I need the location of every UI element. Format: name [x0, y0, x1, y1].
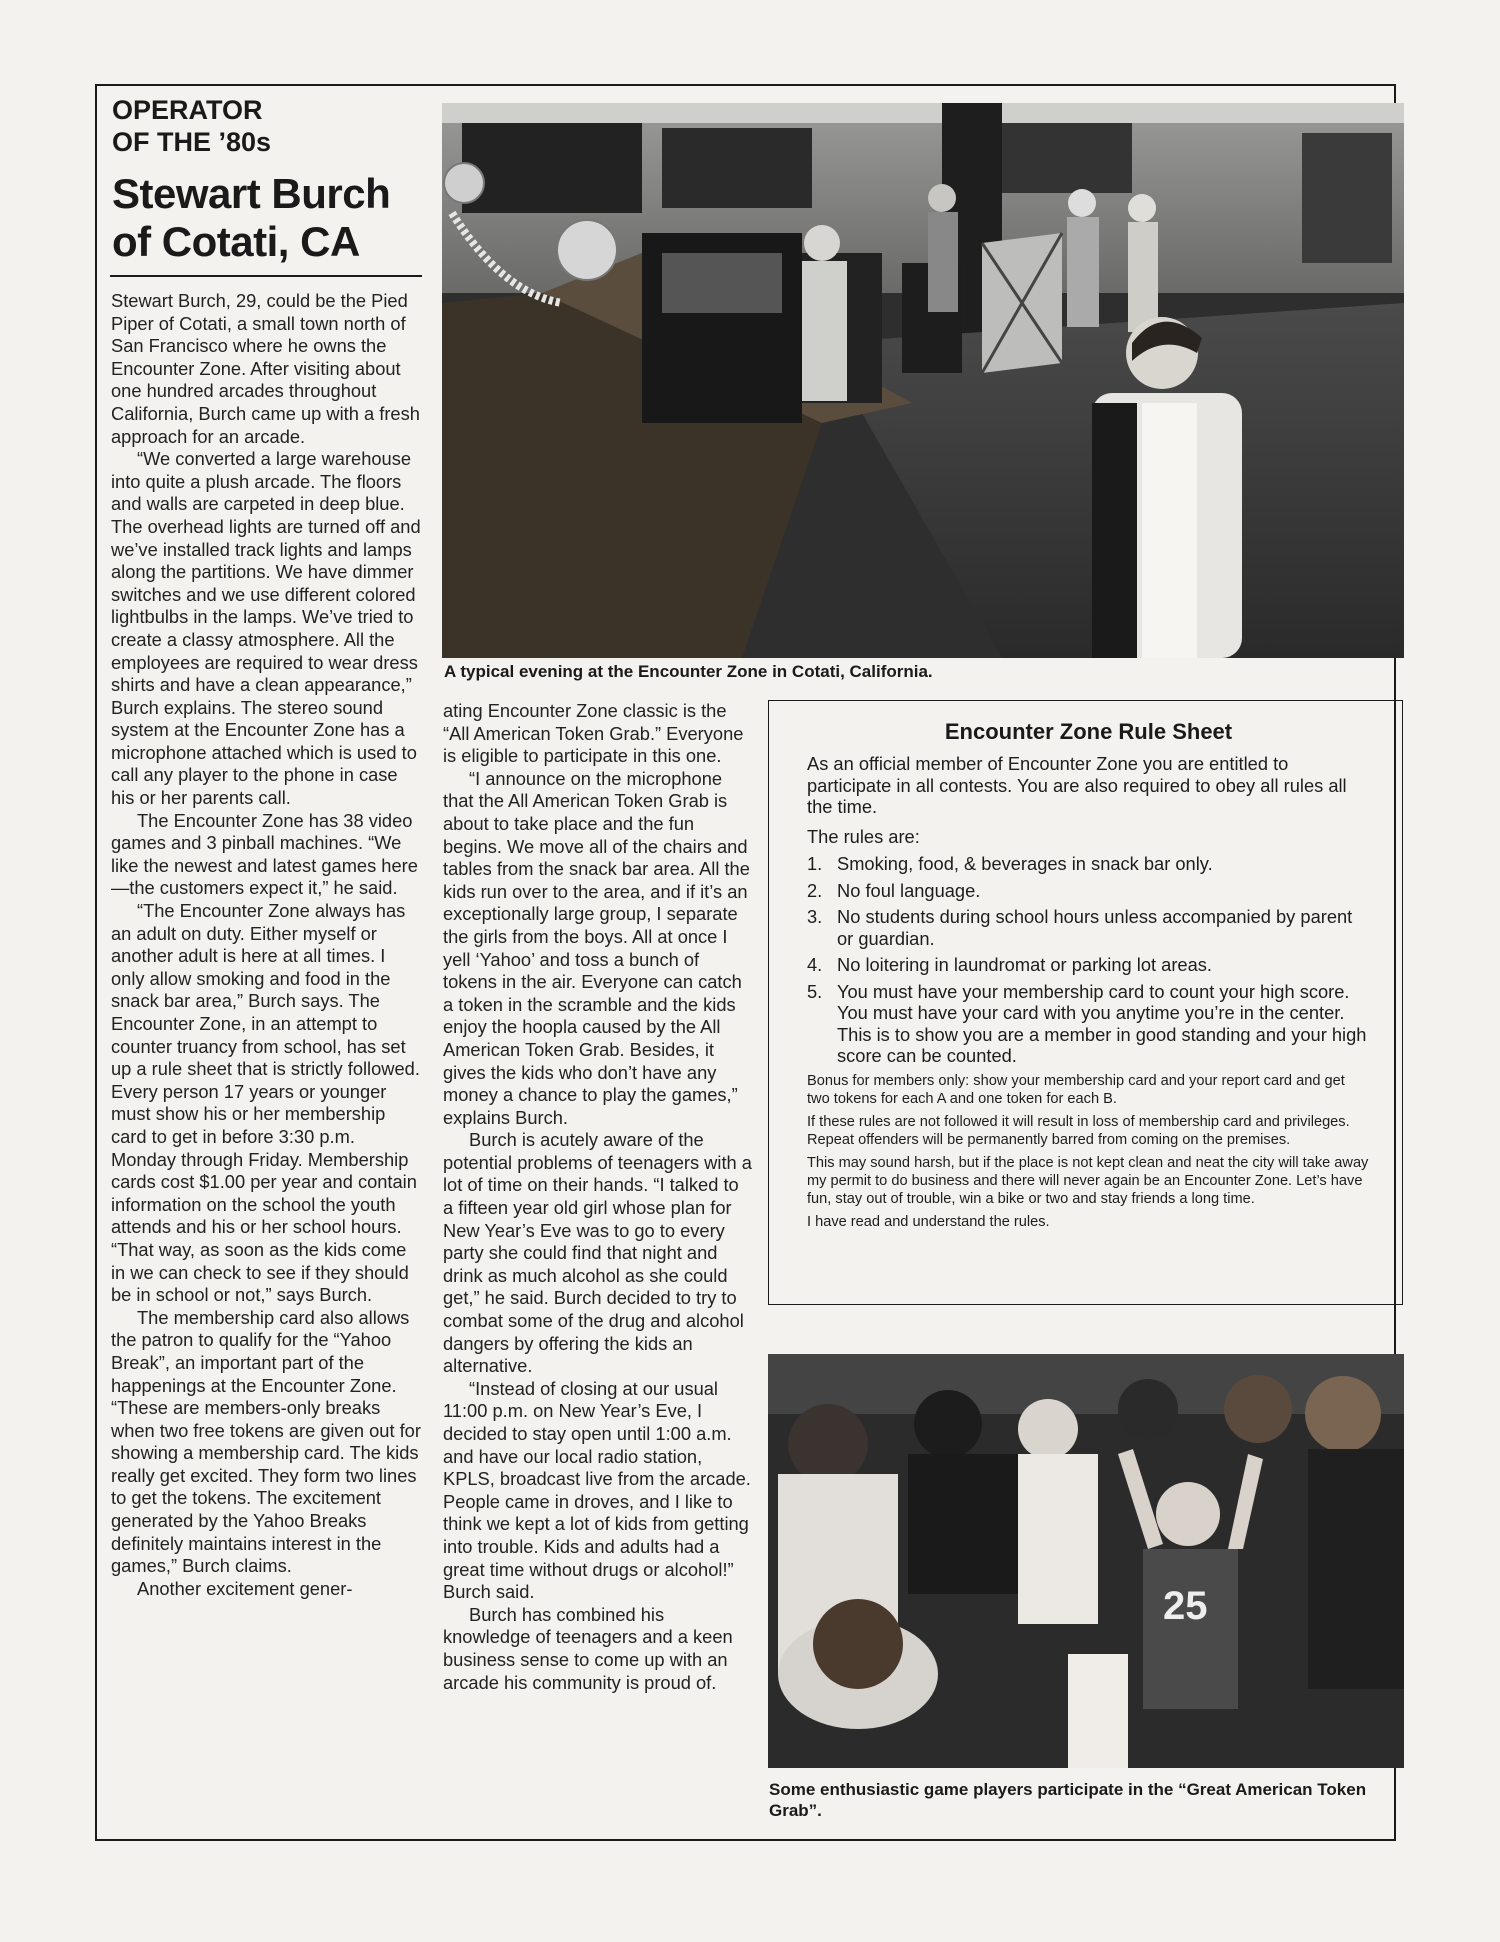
rule-item: [807, 954, 1370, 976]
rule-number: 3.: [807, 906, 823, 927]
rule-number: 5.: [807, 980, 823, 1002]
kicker-line-2: OF THE ’80s: [112, 127, 272, 157]
rules-list: [807, 853, 1370, 1067]
rule-item: [807, 880, 1370, 902]
headline-line-2: of Cotati, CA: [112, 218, 360, 265]
token-grab-photo: [768, 1354, 1404, 1768]
rules-label: The rules are:: [807, 825, 920, 847]
paragraph: “The Encounter Zone always has an adult on duty. Either myself or another adult is here at all times. I only allow smoking and food in the snack bar area,” Burch says. The Encounter Zone, in an attempt to counter truancy from school, has set up a rule sheet that is strictly followed. Every person 17 years or younger must show his or her membership card to get in before 3:30 p.m. Monday through Friday. Membership cards cost $1.00 per year and contain information on the school the youth attends and his or her school hours. “That way, as soon as the kids come in we can check to see if they should be in school or not,” says Burch.: [111, 900, 420, 1306]
headline: [112, 170, 432, 266]
paragraph: Burch is acutely aware of the potential problems of teenagers with a lot of time on their hands. “I talked to a fifteen year old girl whose plan for New Year’s Eve was to go to every party she could find that night and drink as much alcohol as she could get,” he said. Burch decided to try to combat some of the drug and alcohol dangers by offering the kids an alternative.: [443, 1129, 752, 1377]
paragraph: The membership card also allows the patron to qualify for the “Yahoo Break”, an important part of the happenings at the Encounter Zone. “These are members-only breaks when two free tokens are given out for showing a membership card. The kids really get excited. They form two lines to get the tokens. The excitement generated by the Yahoo Breaks definitely maintains interest in the games,” Burch claims.: [111, 1306, 421, 1577]
paragraph: The Encounter Zone has 38 video games and 3 pinball machines. “We like the newest and latest games here—the customers expect it,” he said.: [111, 809, 418, 899]
rule-number: 2.: [807, 879, 823, 901]
rule-item: [807, 853, 1370, 875]
rule-number: 4.: [807, 954, 823, 975]
arcade-photo: [442, 103, 1404, 658]
paragraph: “We converted a large warehouse into quite a plush arcade. The floors and walls are carpeted in deep blue. The overhead lights are turned off and we’ve installed track lights and lamps along the partitions. We have dimmer switches and we use different colored lightbulbs in the lamps. We’ve tried to create a classy atmosphere. All the employees are required to wear dress shirts and have a clean appearance,” Burch explains. The stereo sound system at the Encounter Zone has a microphone attached which is used to call any player to the phone in case his or her parents call.: [111, 448, 421, 809]
bonus-note: Bonus for members only: show your membership card and your report card and get two tokens for each A and one token for each B.: [807, 1072, 1345, 1107]
kicker: [112, 94, 432, 158]
paragraph: Another excitement gener-: [137, 1577, 353, 1599]
paragraph: “I announce on the microphone that the All American Token Grab is about to take place and the fun begins. We move all of the chairs and tables from the snack bar area. All the kids run over to the area, and if it’s an exceptionally large group, I separate the girls from the boys. All at once I yell ‘Yahoo’ and toss a bunch of tokens in the air. Everyone can catch a token in the scramble and the kids enjoy the hoopla caused by the All American Token Grab. Besides, it gives the kids who don’t have any money a chance to play the games,” explains Burch.: [443, 767, 750, 1128]
headline-line-1: Stewart Burch: [112, 170, 391, 217]
article-column-1: [111, 290, 423, 1600]
rule-sheet-title: Encounter Zone Rule Sheet: [944, 719, 1233, 744]
rule-item: [807, 981, 1370, 1067]
jersey-number: 25: [1163, 1584, 1208, 1628]
rule-sheet-box: [768, 700, 1403, 1305]
rule-sheet-intro: As an official member of Encounter Zone you are entitled to participate in all contests. You are also required to obey all rules all the time.: [807, 753, 1347, 817]
article-column-2: [443, 700, 753, 1694]
closing-note: This may sound harsh, but if the place is not kept clean and neat the city will take away my permit to do business and there will never again be an Encounter Zone. Let’s have fun, stay out of trouble, win a bike or two and stay friends a long time.: [807, 1154, 1369, 1207]
paragraph: ating Encounter Zone classic is the “All American Token Grab.” Everyone is eligible to participate in this one.: [443, 700, 744, 767]
paragraph: Stewart Burch, 29, could be the Pied Piper of Cotati, a small town north of San Francisco where he owns the Encounter Zone. After visiting about one hundred arcades throughout California, Burch came up with a fresh approach for an arcade.: [111, 290, 420, 447]
rule-text: No loitering in laundromat or parking lot areas.: [837, 954, 1212, 975]
rule-text: No foul language.: [837, 879, 981, 901]
rule-text: Smoking, food, & beverages in snack bar only.: [837, 853, 1213, 874]
paragraph: “Instead of closing at our usual 11:00 p.m. on New Year’s Eve, I decided to stay open until 1:00 a.m. and have our local radio station, KPLS, broadcast live from the arcade. People came in droves, and I like to think we kept a lot of kids from getting into trouble. Kids and adults had a great time without drugs or alcohol!” Burch said.: [443, 1377, 751, 1603]
rule-item: [807, 906, 1370, 949]
rule-number: 1.: [807, 853, 823, 874]
kicker-line-1: OPERATOR: [112, 95, 263, 125]
arcade-photo-caption: A typical evening at the Encounter Zone in Cotati, California.: [444, 662, 933, 681]
paragraph: Burch has combined his knowledge of teenagers and a keen business sense to come up with an arcade his community is proud of.: [443, 1603, 733, 1693]
acknowledgement: I have read and understand the rules.: [807, 1213, 1050, 1230]
rule-text: You must have your membership card to count your high score. You must have your card with you anytime you’re in the center. This is to show you are a member in good standing and your high score can be counted.: [837, 980, 1367, 1066]
headline-rule: [110, 275, 422, 277]
penalty-note: If these rules are not followed it will result in loss of membership card and privileges. Repeat offenders will be permanently barred from coming on the premises.: [807, 1113, 1350, 1148]
token-grab-caption: Some enthusiastic game players participate in the “Great American Token Grab”.: [769, 1780, 1367, 1820]
rule-text: No students during school hours unless accompanied by parent or guardian.: [837, 906, 1353, 949]
